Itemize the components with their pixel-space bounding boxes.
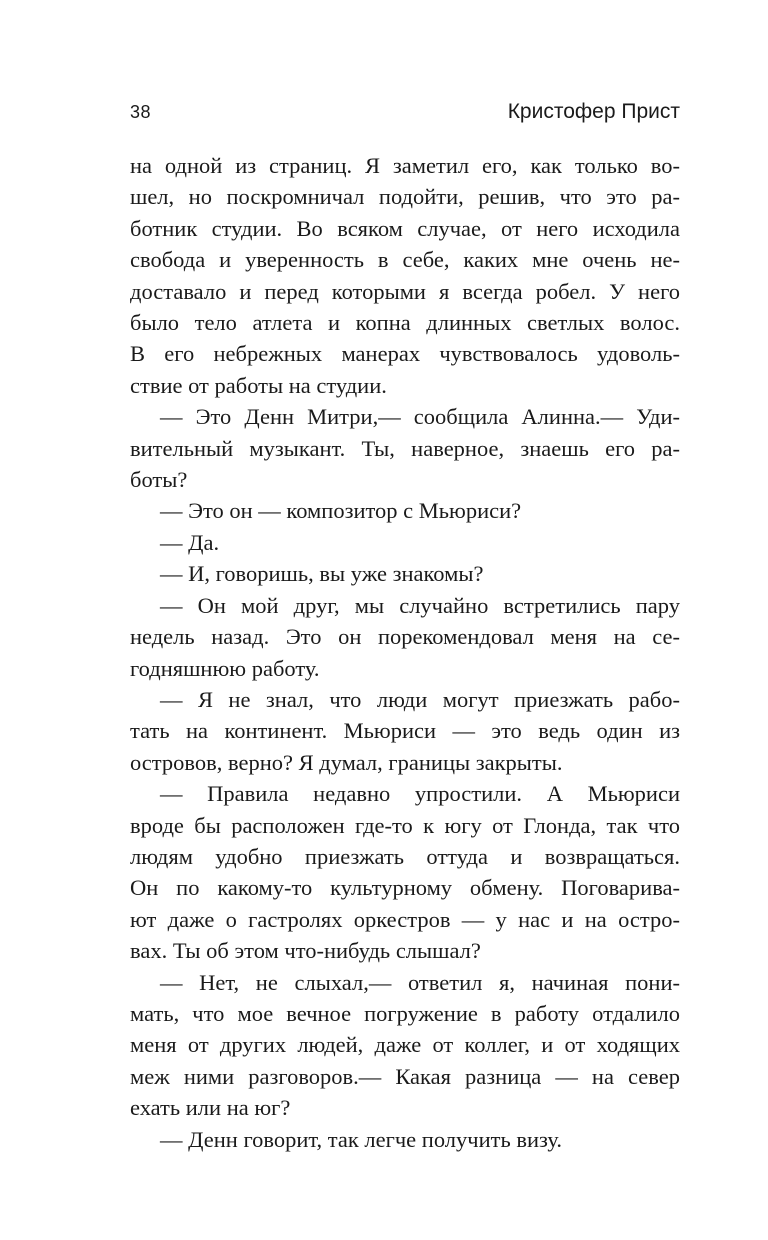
paragraph (130, 778, 680, 966)
text-line: свобода и уверенность в себе, каких мне очень не- (130, 247, 680, 273)
paragraph (130, 150, 680, 401)
text-line: — И, говоришь, вы уже знакомы? (160, 561, 484, 587)
text-line: — Правила недавно упростили. А Мьюриси (160, 781, 680, 807)
text-line: — Это он — композитор с Мьюриси? (160, 498, 522, 524)
body-text (130, 150, 680, 1155)
text-line: на одной из страниц. Я заметил его, как только во- (130, 153, 680, 178)
paragraph (130, 590, 680, 684)
paragraph (130, 967, 680, 1124)
text-line: островов, верно? Я думал, границы закрыты. (130, 749, 563, 775)
text-line: было тело атлета и копна длинных светлых волос. (130, 310, 680, 336)
paragraph (130, 684, 680, 778)
text-line: ют даже о гастролях оркестров — у нас и на остро- (130, 906, 680, 932)
text-line: — Он мой друг, мы случайно встретились пару (160, 592, 680, 618)
paragraph (130, 1124, 680, 1155)
text-line: годняшнюю работу. (130, 655, 320, 681)
text-line: доставало и перед которыми я всегда робел. У него (130, 278, 680, 304)
text-line: — Да. (160, 529, 220, 555)
paragraph (130, 558, 680, 589)
text-line: мать, что мое вечное погружение в работу отдалило (130, 1000, 680, 1026)
text-line: вительный музыкант. Ты, наверное, знаешь его ра- (130, 435, 680, 461)
paragraph (130, 527, 680, 558)
text-line: — Нет, не слыхал,— ответил я, начиная пони- (160, 969, 680, 995)
paragraph (130, 401, 680, 495)
text-line: меня от других людей, даже от коллег, и от ходящих (130, 1032, 680, 1058)
text-line: вроде бы расположен где-то к югу от Глонда, так что (130, 812, 680, 838)
text-line: — Это Денн Митри,— сообщила Алинна.— Уди- (160, 404, 680, 430)
text-line: меж ними разговоров.— Какая разница — на север (130, 1063, 680, 1089)
text-line: ботник студии. Во всяком случае, от него исходила (130, 215, 680, 241)
page-number: 38 (130, 102, 152, 122)
text-line: ехать или на юг? (130, 1095, 291, 1121)
text-line: — Я не знал, что люди могут приезжать рабо- (160, 686, 680, 712)
text-line: недель назад. Это он порекомендовал меня на се- (130, 624, 680, 650)
text-line: людям удобно приезжать оттуда и возвращаться. (130, 843, 680, 869)
paragraph (130, 495, 680, 526)
text-line: — Денн говорит, так легче получить визу. (160, 1126, 563, 1152)
text-line: Он по какому-то культурному обмену. Поговарива- (130, 875, 680, 901)
page-header (130, 100, 680, 130)
text-line: ствие от работы на студии. (130, 372, 387, 398)
running-title: Кристофер Прист (507, 100, 680, 123)
text-line: боты? (130, 467, 188, 493)
text-line: тать на континент. Мьюриси — это ведь один из (130, 718, 680, 744)
text-line: В его небрежных манерах чувствовалось удоволь- (130, 341, 680, 367)
text-line: вах. Ты об этом что-нибудь слышал? (130, 938, 481, 964)
text-line: шел, но поскромничал подойти, решив, что это ра- (130, 184, 680, 210)
